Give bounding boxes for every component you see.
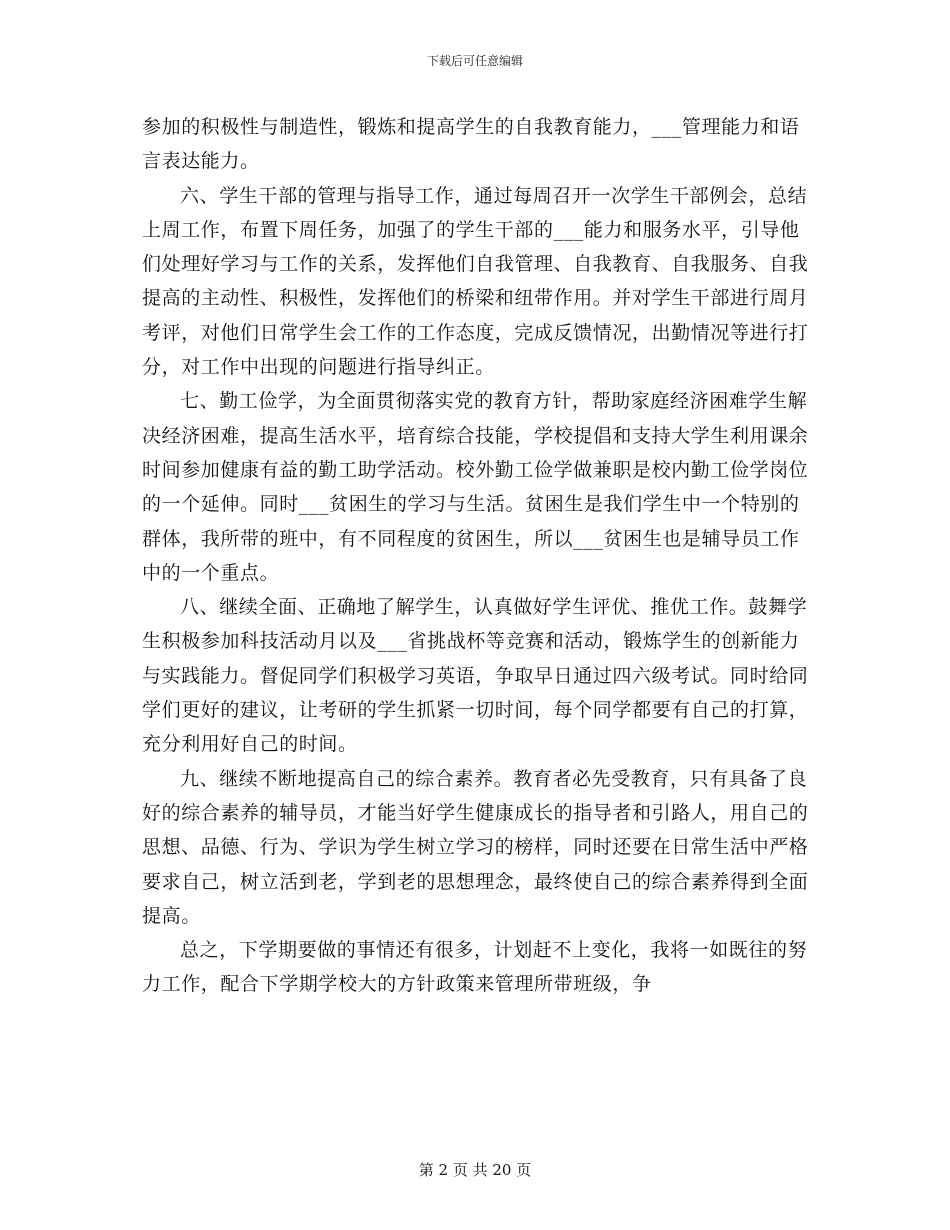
paragraph-summary: 总之，下学期要做的事情还有很多，计划赶不上变化，我将一如既往的努力工作，配合下学期学校大的方针政策来管理所带班级，争 bbox=[142, 939, 808, 996]
paragraph-section-8: 八、继续全面、正确地了解学生，认真做好学生评优、推优工作。鼓舞学生积极参加科技活动月以及___省挑战杯等竞赛和活动，锻炼学生的创新能力与实践能力。督促同学们积极学习英语，争取早日通过四六级考试。同时给同学们更好的建议，让考研的学生抓紧一切时间，每个同学都要有自己的打算，充分利用好自己的时间。 bbox=[142, 596, 809, 756]
paragraph-continuation: 参加的积极性与制造性，锻炼和提高学生的自我教育能力，___管理能力和语言表达能力。 bbox=[142, 116, 800, 173]
document-body bbox=[142, 110, 810, 1002]
paragraph-section-7: 七、勤工俭学，为全面贯彻落实党的教育方针，帮助家庭经济困难学生解决经济困难，提高生活水平，培育综合技能，学校提倡和支持大学生利用课余时间参加健康有益的勤工助学活动。校外勤工俭学做兼职是校内勤工俭学岗位的一个延伸。同时___贫困生的学习与生活。贫困生是我们学生中一个特别的群体，我所带的班中，有不同程度的贫困生，所以___贫困生也是辅导员工作中的一个重点。 bbox=[142, 390, 809, 584]
page-header: 下载后可任意编辑 bbox=[426, 54, 523, 68]
page-number: 第 2 页 共 20 页 bbox=[418, 1161, 532, 1179]
paragraph-section-9: 九、继续不断地提高自己的综合素养。教育者必先受教育，只有具备了良好的综合素养的辅导员，才能当好学生健康成长的指导者和引路人，用自己的思想、品德、行为、学识为学生树立学习的榜样，同时还要在日常生活中严格要求自己，树立活到老，学到老的思想理念，最终使自己的综合素养得到全面提高。 bbox=[142, 767, 809, 927]
paragraph-section-6: 六、学生干部的管理与指导工作，通过每周召开一次学生干部例会，总结上周工作，布置下周任务，加强了的学生干部的___能力和服务水平，引导他们处理好学习与工作的关系，发挥他们自我管理、自我教育、自我服务、自我提高的主动性、积极性，发挥他们的桥梁和纽带作用。并对学生干部进行周月考评，对他们日常学生会工作的工作态度，完成反馈情况，出勤情况等进行打分，对工作中出现的问题进行指导纠正。 bbox=[142, 184, 809, 379]
